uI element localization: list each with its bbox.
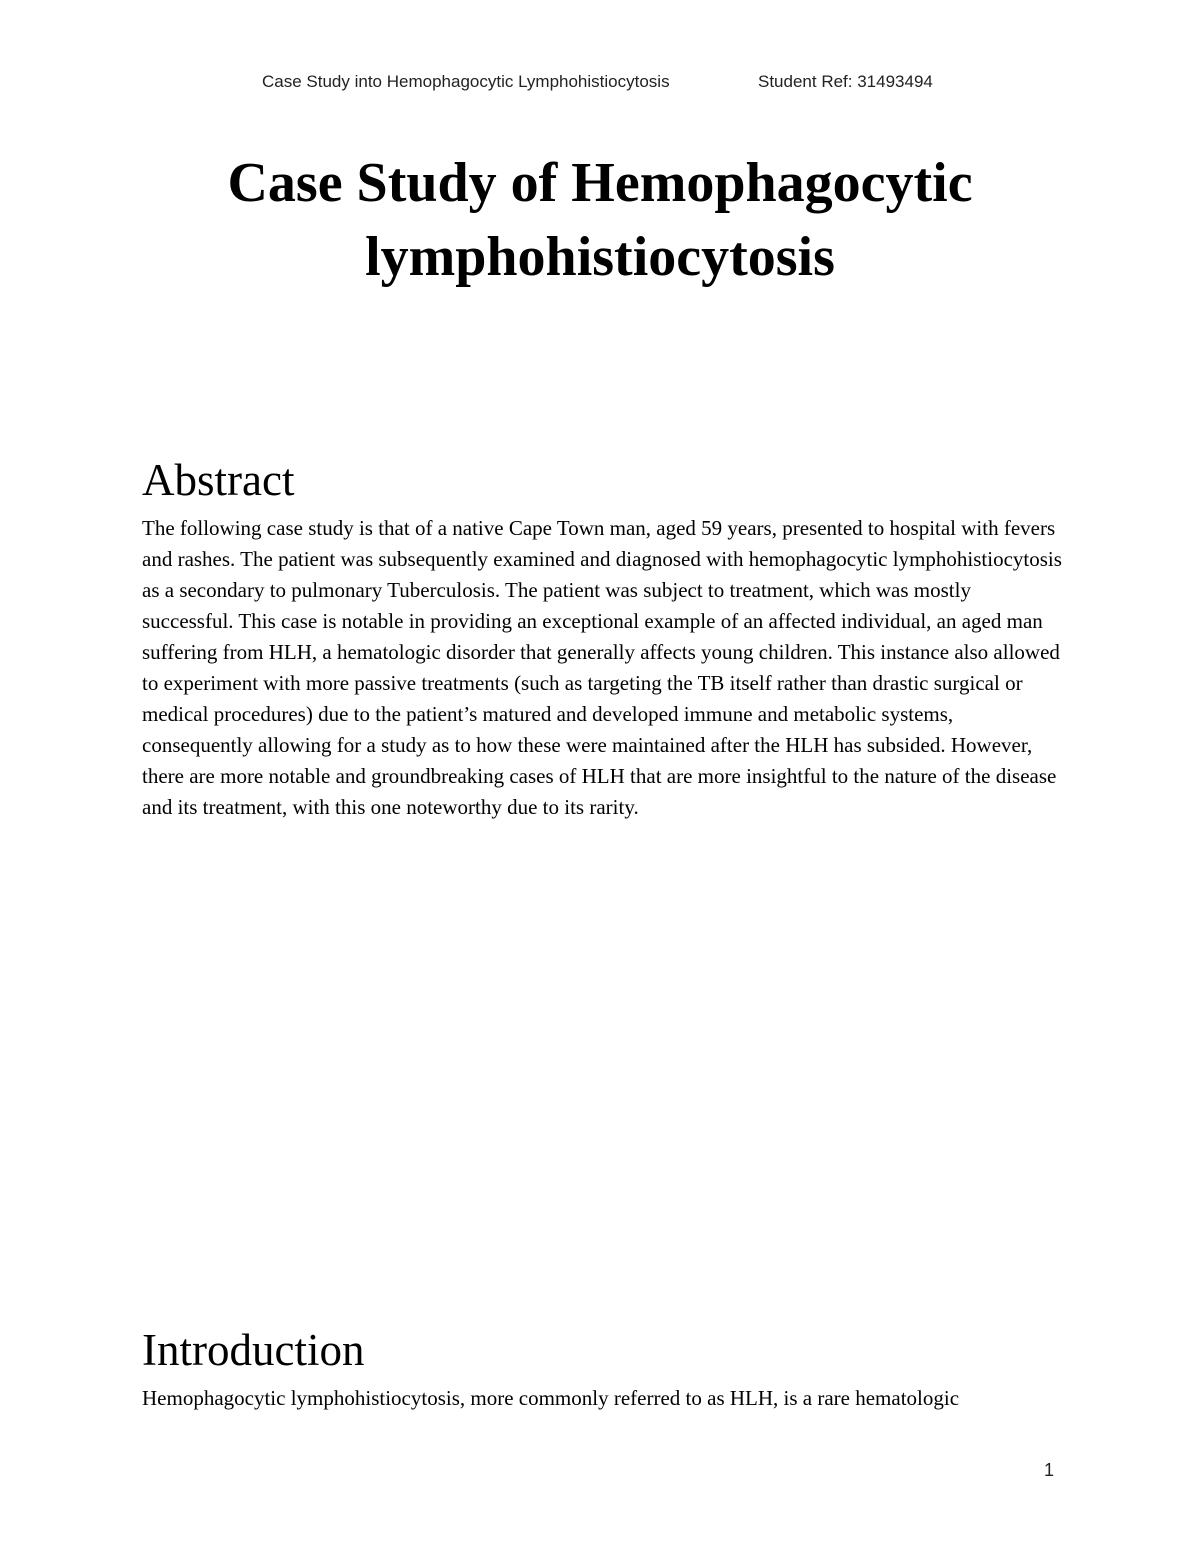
student-ref: Student Ref: 31493494: [758, 72, 933, 91]
introduction-heading: Introduction: [142, 1325, 365, 1375]
title-line-2: lymphohistiocytosis: [365, 226, 835, 288]
page-number: 1: [1044, 1460, 1055, 1480]
running-title: Case Study into Hemophagocytic Lymphohistiocytosis: [262, 72, 670, 91]
abstract-heading: Abstract: [142, 455, 295, 505]
introduction-body: Hemophagocytic lymphohistiocytosis, more commonly referred to as HLH, is a rare hematologic: [142, 1386, 960, 1410]
abstract-body: The following case study is that of a native Cape Town man, aged 59 years, presented to hospital with fevers and rashes. The patient was subsequently examined and diagnosed with hemophagocytic lymphohistiocytosis as a secondary to pulmonary Tuberculosis. The patient was subject to treatment, which was mostly successful. This case is notable in providing an exceptional example of an affected individual, an aged man suffering from HLH, a hematologic disorder that generally affects young children. This instance also allowed to experiment with more passive treatments (such as targeting the TB itself rather than drastic surgical or medical procedures) due to the patient’s matured and developed immune and metabolic systems, consequently allowing for a study as to how these were maintained after the HLH has subsided. However, there are more notable and groundbreaking cases of HLH that are more insightful to the nature of the disease and its treatment, with this one noteworthy due to its rarity.: [142, 516, 1062, 819]
page-header: [0, 72, 1200, 96]
title-line-1: Case Study of Hemophagocytic: [227, 152, 973, 214]
document-title: [150, 146, 1050, 294]
